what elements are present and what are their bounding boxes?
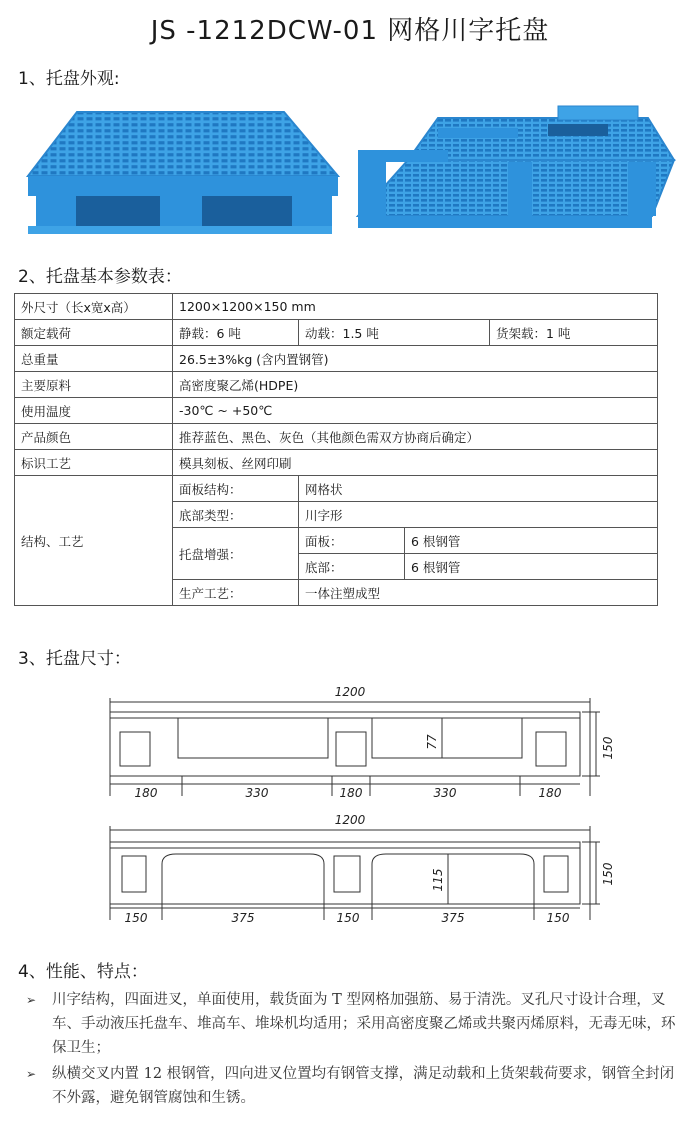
table-row [15, 346, 658, 372]
panel-label: 面板： [299, 528, 405, 554]
table-row [15, 424, 658, 450]
list-item [26, 1062, 686, 1110]
table-row [15, 476, 658, 502]
color-value: 推荐蓝色、黑色、灰色（其他颜色需双方协商后确定） [173, 424, 658, 450]
table-row [15, 294, 658, 320]
drawing2-seg-2: 375 [231, 911, 255, 925]
arrow-icon: ➢ [26, 993, 37, 1007]
feature-text-2: 纵横交叉内置 12 根钢管，四向进叉位置均有钢管支撑，满足动载和上货架载荷要求，钢管全封闭不外露，避免钢管腐蚀和生锈。 [52, 1066, 675, 1106]
temp-value: -30℃ ~ +50℃ [173, 398, 658, 424]
pallet-photo-top-view [22, 98, 340, 246]
drawing2-seg-1: 150 [124, 911, 148, 925]
load-label: 额定载荷 [15, 320, 173, 346]
size-label: 外尺寸（长x宽x高） [15, 294, 173, 320]
bottom-type-label: 底部类型： [173, 502, 299, 528]
page-title: JS -1212DCW-01 网格川字托盘 [150, 16, 550, 46]
rack-load: 货架载：1 吨 [490, 320, 658, 346]
drawing2-seg-3: 150 [336, 911, 360, 925]
struct-label: 结构、工艺 [15, 476, 173, 606]
reinforce-label: 托盘增强： [173, 528, 299, 580]
mark-label: 标识工艺 [15, 450, 173, 476]
pallet-drawing-side-b [100, 812, 620, 930]
table-row [15, 398, 658, 424]
panel-value: 6 根钢管 [405, 528, 658, 554]
drawing1-inner: 77 [425, 734, 439, 750]
drawing2-height: 150 [601, 862, 615, 886]
drawing2-seg-4: 375 [441, 911, 465, 925]
bottom-value: 6 根钢管 [405, 554, 658, 580]
drawing1-seg-2: 330 [245, 786, 269, 800]
weight-value: 26.5±3%kg (含内置钢管) [173, 346, 658, 372]
dynamic-load: 动载：1.5 吨 [299, 320, 490, 346]
drawing1-seg-5: 180 [538, 786, 562, 800]
drawing1-total: 1200 [334, 685, 366, 699]
bottom-type-value: 川字形 [299, 502, 658, 528]
static-load: 静载：6 吨 [173, 320, 299, 346]
table-row [15, 450, 658, 476]
temp-label: 使用温度 [15, 398, 173, 424]
table-row [15, 372, 658, 398]
mark-value: 模具刻板、丝网印刷 [173, 450, 658, 476]
process-value: 一体注塑成型 [299, 580, 658, 606]
drawing1-seg-3: 180 [339, 786, 363, 800]
pallet-drawing-side-a [100, 684, 620, 808]
size-value: 1200×1200×150 mm [173, 294, 658, 320]
panel-struct-label: 面板结构： [173, 476, 299, 502]
drawing1-height: 150 [601, 736, 615, 760]
section-size-heading: 3、托盘尺寸： [18, 649, 131, 669]
process-label: 生产工艺： [173, 580, 299, 606]
drawing2-total: 1200 [334, 813, 366, 827]
weight-label: 总重量 [15, 346, 173, 372]
panel-struct-value: 网格状 [299, 476, 658, 502]
feature-text-1: 川字结构，四面进叉，单面使用，载货面为 T 型网格加强筋、易于清洗。叉孔尺寸设计合理，叉车、手动液压托盘车、堆高车、堆垛机均适用；采用高密度聚乙烯或共聚丙烯原料，无毒无味，环保卫生； [52, 992, 676, 1056]
list-item [26, 988, 686, 1060]
bottom-label: 底部： [299, 554, 405, 580]
material-value: 高密度聚乙烯(HDPE) [173, 372, 658, 398]
pallet-photo-bottom-view [348, 98, 678, 246]
table-row [15, 320, 658, 346]
arrow-icon: ➢ [26, 1067, 37, 1081]
section-features-heading: 4、性能、特点： [18, 962, 148, 982]
color-label: 产品颜色 [15, 424, 173, 450]
drawing1-seg-4: 330 [433, 786, 457, 800]
section-params-heading: 2、托盘基本参数表： [18, 267, 182, 287]
drawing1-seg-1: 180 [134, 786, 158, 800]
drawing2-seg-5: 150 [546, 911, 570, 925]
params-table [14, 293, 658, 606]
material-label: 主要原料 [15, 372, 173, 398]
drawing2-inner: 115 [431, 868, 445, 892]
section-appearance-heading: 1、托盘外观: [18, 69, 120, 89]
features-list [26, 988, 686, 1112]
